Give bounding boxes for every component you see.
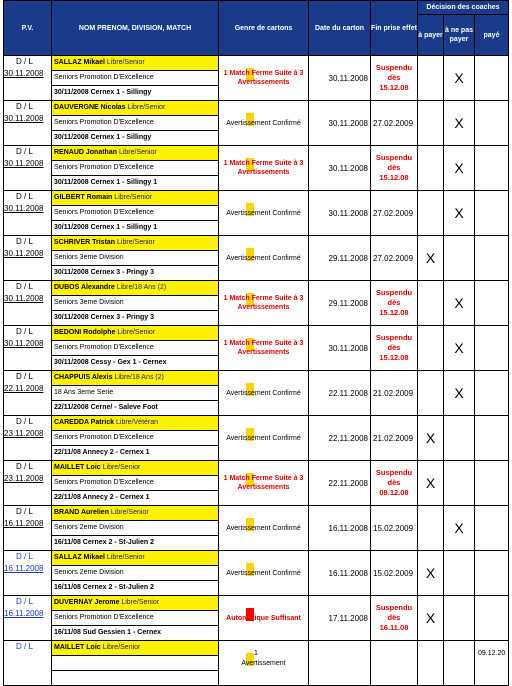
match: 30/11/2008 Cernex 1 - Sillingy [54, 134, 152, 141]
card-date: 22.11.2008 [309, 461, 371, 506]
card-date: 16.11.2008 [309, 551, 371, 596]
player-name-line [52, 281, 218, 296]
header-a-ne-pas-payer: à ne pas payer [444, 15, 475, 56]
end-date: 21.02.2009 [371, 371, 418, 416]
player-name: RENAUD Jonathan [54, 149, 118, 156]
card-type: Avertissement Confirmé [226, 524, 301, 532]
card-date: 29.11.2008 [309, 281, 371, 326]
decision-a-payer: X [418, 461, 444, 506]
card-type: Automatique Suffisant [226, 614, 301, 622]
card-type-cell [219, 326, 309, 371]
player-cell [52, 236, 219, 281]
card-type-cell [219, 191, 309, 236]
player-name-line [52, 146, 218, 161]
card-type-cell [219, 56, 309, 101]
decision-paye [475, 416, 509, 461]
decision-a-payer [418, 281, 444, 326]
player-name-line [52, 461, 218, 476]
table-row [4, 371, 509, 416]
pv-link[interactable]: D / L [16, 417, 33, 426]
card-type-cell [219, 371, 309, 416]
division: Seniors Promotion D'Excellence [52, 611, 218, 626]
decision-paye [475, 146, 509, 191]
pv-link[interactable]: D / L [16, 282, 33, 291]
pv-link[interactable]: D / L [16, 327, 33, 336]
player-category: Libre/Senior [117, 239, 155, 246]
card-type-cell [219, 101, 309, 146]
end-date: 15.02.2009 [371, 506, 418, 551]
pv-link[interactable]: D / L [16, 597, 33, 606]
player-name: BEDONI Rodolphe [54, 329, 116, 336]
match: 30/11/2008 Cernex 1 - Sillingy 1 [54, 179, 158, 186]
card-type-cell [219, 236, 309, 281]
player-name-line [52, 551, 218, 566]
card-date: 30.11.2008 [309, 101, 371, 146]
player-category: Libre/Senior [121, 599, 160, 606]
table-row [4, 281, 509, 326]
pv-date[interactable]: 23.11.2008 [4, 474, 44, 483]
card-type-cell [219, 641, 309, 686]
header-fin: Fin prise effet [371, 1, 418, 56]
pv-cell [4, 56, 52, 101]
decision-ne-pas-payer [444, 551, 475, 596]
end-date: Suspendu dès 15.12.08 [371, 56, 418, 101]
player-category: Libre/Senior [106, 554, 145, 561]
match: 16/11/08 Cernex 2 - St-Julien 2 [54, 584, 154, 591]
table-row [4, 596, 509, 641]
decision-ne-pas-payer: X [444, 146, 475, 191]
player-name: DUVERNAY Jerome [54, 599, 120, 606]
end-date: 27.02.2009 [371, 191, 418, 236]
end-date: 27.02.2009 [371, 101, 418, 146]
player-cell [52, 281, 219, 326]
card-date: 29.11.2008 [309, 236, 371, 281]
decision-paye [475, 641, 509, 686]
card-type: Avertissement Confirmé [226, 434, 301, 442]
decision-ne-pas-payer [444, 461, 475, 506]
division: 18 Ans 3eme Serie [52, 386, 218, 401]
pv-link[interactable]: D / L [16, 552, 33, 561]
match: 30/11/2008 Cernex 3 - Pringy 3 [54, 314, 155, 321]
card-type-cell [219, 506, 309, 551]
pv-cell [4, 146, 52, 191]
division: Seniors 3eme Division [52, 251, 218, 266]
player-name: MAILLET Loic [54, 464, 101, 471]
card-type-cell [219, 146, 309, 191]
pv-link[interactable]: D / L [16, 57, 33, 66]
decision-paye [475, 281, 509, 326]
player-name-line [52, 326, 218, 341]
decision-paye [475, 596, 509, 641]
player-category: Libre/Senior [102, 644, 141, 651]
card-type-cell [219, 596, 309, 641]
card-date: 17.11.2008 [309, 596, 371, 641]
division: Seniors 2eme Division [52, 521, 218, 536]
division: Seniors Promotion D'Excellence [52, 161, 218, 176]
decision-ne-pas-payer: X [444, 56, 475, 101]
player-cell [52, 641, 219, 686]
pv-date[interactable]: 16.11.2008 [4, 564, 44, 573]
pv-cell [4, 551, 52, 596]
match: 30/11/2008 Cernex 3 - Pringy 3 [54, 269, 155, 276]
player-category: Libre/Vétéran [116, 419, 159, 426]
card-type: Avertissement Confirmé [226, 209, 301, 217]
pv-link[interactable]: D / L [16, 462, 33, 471]
pv-link[interactable]: D / L [16, 102, 33, 111]
division: Seniors Promotion D'Excellence [52, 341, 218, 356]
header-decision: Décision des coaches [418, 1, 509, 15]
decision-ne-pas-payer [444, 416, 475, 461]
division: Seniors 3eme Division [52, 296, 218, 311]
decision-ne-pas-payer: X [444, 101, 475, 146]
decision-a-payer [418, 371, 444, 416]
card-type: 1 Match Ferme Suite à 3 Avertissements [223, 295, 304, 311]
card-date: 30.11.2008 [309, 191, 371, 236]
player-name-line [52, 236, 218, 251]
player-name-line [52, 191, 218, 206]
decision-ne-pas-payer: X [444, 281, 475, 326]
player-cell [52, 371, 219, 416]
decision-paye [475, 506, 509, 551]
end-date [371, 641, 418, 686]
end-date: Suspendu dès 15.12.08 [371, 146, 418, 191]
pv-link[interactable]: D / L [16, 147, 33, 156]
end-date: Suspendu dès 15.12.08 [371, 281, 418, 326]
player-category: Libre/Senior [114, 194, 153, 201]
card-type: 1 Match Ferme Suite à 3 Avertissements [223, 70, 304, 86]
decision-paye [475, 326, 509, 371]
pv-cell [4, 326, 52, 371]
end-date: 27.02.2009 [371, 236, 418, 281]
card-date [309, 641, 371, 686]
pv-date[interactable]: 22.11.2008 [4, 384, 44, 393]
card-date: 30.11.2008 [309, 146, 371, 191]
table-row [4, 101, 509, 146]
decision-a-payer: X [418, 551, 444, 596]
pv-date[interactable]: 30.11.2008 [4, 204, 44, 213]
match: 30/11/2008 Cessy - Gex 1 - Cernex [54, 359, 167, 366]
decision-paye [475, 461, 509, 506]
player-name: SALLAZ Mikael [54, 59, 105, 66]
pv-cell [4, 461, 52, 506]
table-row [4, 236, 509, 281]
player-category: Libre/Senior [127, 104, 166, 111]
card-type: Avertissement [241, 659, 286, 667]
card-type-cell [219, 461, 309, 506]
player-category: Libre/Senior [106, 59, 145, 66]
pv-cell [4, 101, 52, 146]
table-row [4, 146, 509, 191]
player-cell [52, 191, 219, 236]
division: Seniors Promotion D'Excellence [52, 431, 218, 446]
pv-cell [4, 416, 52, 461]
header-date: Date du carton [309, 1, 371, 56]
card-type: Avertissement Confirmé [226, 119, 301, 127]
pv-date[interactable] [4, 653, 51, 665]
player-name-line [52, 101, 218, 116]
pv-date[interactable]: 30.11.2008 [4, 114, 44, 123]
card-type: Avertissement Confirmé [226, 254, 301, 262]
player-name-line [52, 56, 218, 71]
pv-date[interactable]: 30.11.2008 [4, 69, 44, 78]
card-type: 1 Match Ferme Suite à 3 Avertissements [223, 340, 304, 356]
decision-a-payer [418, 326, 444, 371]
division [52, 656, 218, 671]
pv-cell [4, 371, 52, 416]
sanctions-table [3, 0, 509, 686]
player-cell [52, 416, 219, 461]
page-number: 1 [254, 650, 258, 657]
decision-a-payer [418, 191, 444, 236]
print-date: 09.12.20 [478, 650, 506, 657]
player-name: CHAPPUIS Alexis [54, 374, 113, 381]
match: 22/11/08 Annecy 2 - Cernex 1 [54, 494, 150, 501]
match: 16/11/08 Cernex 2 - St-Julien 2 [54, 539, 154, 546]
table-row [4, 191, 509, 236]
header-a-payer: à payer [418, 15, 444, 56]
decision-ne-pas-payer: X [444, 191, 475, 236]
decision-ne-pas-payer: X [444, 371, 475, 416]
decision-a-payer: X [418, 416, 444, 461]
match: 30/11/2008 Cernex 1 - Sillingy 1 [54, 224, 158, 231]
player-name: MAILLET Loic [54, 644, 101, 651]
player-name: GILBERT Romain [54, 194, 113, 201]
player-cell [52, 101, 219, 146]
player-name: CAREDDA Patrick [54, 419, 115, 426]
decision-ne-pas-payer: X [444, 506, 475, 551]
match: 22/11/08 Annecy 2 - Cernex 1 [54, 449, 150, 456]
player-name-line [52, 416, 218, 431]
pv-date[interactable]: 30.11.2008 [4, 159, 44, 168]
pv-cell [4, 191, 52, 236]
pv-cell [4, 506, 52, 551]
division: Seniors Promotion D'Excellence [52, 116, 218, 131]
match: 22/11/2008 Cerne/ - Saleve Foot [54, 404, 158, 411]
player-name-line [52, 506, 218, 521]
player-cell [52, 461, 219, 506]
table-row [4, 326, 509, 371]
player-category: Libre/Senior [110, 509, 149, 516]
pv-cell [4, 641, 52, 686]
card-date: 22.11.2008 [309, 416, 371, 461]
player-cell [52, 506, 219, 551]
pv-date[interactable]: 30.11.2008 [4, 339, 44, 348]
decision-paye [475, 371, 509, 416]
table-row [4, 461, 509, 506]
decision-a-payer [418, 101, 444, 146]
end-date: 15.02.2009 [371, 551, 418, 596]
card-type: Avertissement Confirmé [226, 569, 301, 577]
player-category: Libre/Senior [102, 464, 141, 471]
header-paye: payé [475, 15, 509, 56]
card-type-cell [219, 551, 309, 596]
match: 16/11/08 Sud Gessien 1 - Cernex [54, 629, 162, 636]
decision-paye [475, 191, 509, 236]
card-type: 1 Match Ferme Suite à 3 Avertissements [223, 160, 304, 176]
pv-link[interactable]: D / L [16, 372, 33, 381]
decision-paye [475, 101, 509, 146]
player-name: BRAND Aurelien [54, 509, 109, 516]
header-nom: NOM PRENOM, DIVISION, MATCH [52, 1, 219, 56]
player-category: Libre/18 Ans (2) [114, 374, 164, 381]
card-type-cell [219, 416, 309, 461]
player-cell [52, 596, 219, 641]
card-date: 22.11.2008 [309, 371, 371, 416]
pv-date[interactable]: 16.11.2008 [4, 519, 44, 528]
decision-a-payer [418, 641, 444, 686]
table-row [4, 641, 509, 686]
decision-paye [475, 236, 509, 281]
header-genre: Genre de cartons [219, 1, 309, 56]
decision-ne-pas-payer [444, 641, 475, 686]
player-cell [52, 56, 219, 101]
match: 30/11/2008 Cernex 1 - Sillingy [54, 89, 152, 96]
decision-ne-pas-payer: X [444, 326, 475, 371]
card-type: 1 Match Ferme Suite à 3 Avertissements [223, 475, 304, 491]
decision-a-payer: X [418, 596, 444, 641]
match [52, 671, 218, 685]
player-category: Libre/Senior [118, 149, 157, 156]
pv-date[interactable]: 30.11.2008 [4, 249, 44, 258]
decision-a-payer [418, 146, 444, 191]
division: Seniors Promotion D'Excellence [52, 206, 218, 221]
division: Seniors 2eme Division [52, 566, 218, 581]
decision-ne-pas-payer [444, 236, 475, 281]
table-row [4, 506, 509, 551]
header-pv: P.V. [4, 1, 52, 56]
pv-date[interactable]: 16.11.2008 [4, 609, 44, 618]
player-category: Libre/18 Ans (2) [116, 284, 167, 291]
player-name: DAUVERGNE Nicolas [54, 104, 126, 111]
end-date: Suspendu dès 15.12.08 [371, 326, 418, 371]
division: Seniors Promotion D'Excellence [52, 71, 218, 86]
decision-paye [475, 551, 509, 596]
decision-a-payer [418, 506, 444, 551]
player-name: DUBOS Alexandre [54, 284, 115, 291]
decision-a-payer: X [418, 236, 444, 281]
end-date: Suspendu dès 08.12.08 [371, 461, 418, 506]
pv-link[interactable]: D / L [16, 237, 33, 246]
player-name: SCHRIVER Tristan [54, 239, 116, 246]
player-category: Libre/Senior [117, 329, 156, 336]
player-name-line [52, 596, 218, 611]
card-date: 30.11.2008 [309, 326, 371, 371]
pv-cell [4, 281, 52, 326]
pv-link[interactable]: D / L [16, 192, 33, 201]
player-cell [52, 326, 219, 371]
player-name: SALLAZ Mikael [54, 554, 105, 561]
pv-link[interactable]: D / L [16, 642, 33, 651]
end-date: 21.02.2009 [371, 416, 418, 461]
player-name-line [52, 371, 218, 386]
player-name-line [52, 641, 218, 656]
decision-a-payer [418, 56, 444, 101]
table-row [4, 56, 509, 101]
player-cell [52, 551, 219, 596]
decision-ne-pas-payer [444, 596, 475, 641]
pv-cell [4, 596, 52, 641]
card-type: Avertissement Confirmé [226, 389, 301, 397]
table-row [4, 416, 509, 461]
division: Seniors Promotion D'Excellence [52, 476, 218, 491]
pv-date[interactable]: 23.11.2008 [4, 429, 44, 438]
card-date: 30.11.2008 [309, 56, 371, 101]
pv-cell [4, 236, 52, 281]
card-type-cell [219, 281, 309, 326]
decision-paye [475, 56, 509, 101]
table-row [4, 551, 509, 596]
card-date: 16.11.2008 [309, 506, 371, 551]
end-date: Suspendu dès 16.11.08 [371, 596, 418, 641]
pv-link[interactable]: D / L [16, 507, 33, 516]
sanctions-rows [4, 56, 509, 686]
pv-date[interactable]: 30.11.2008 [4, 294, 44, 303]
player-cell [52, 146, 219, 191]
